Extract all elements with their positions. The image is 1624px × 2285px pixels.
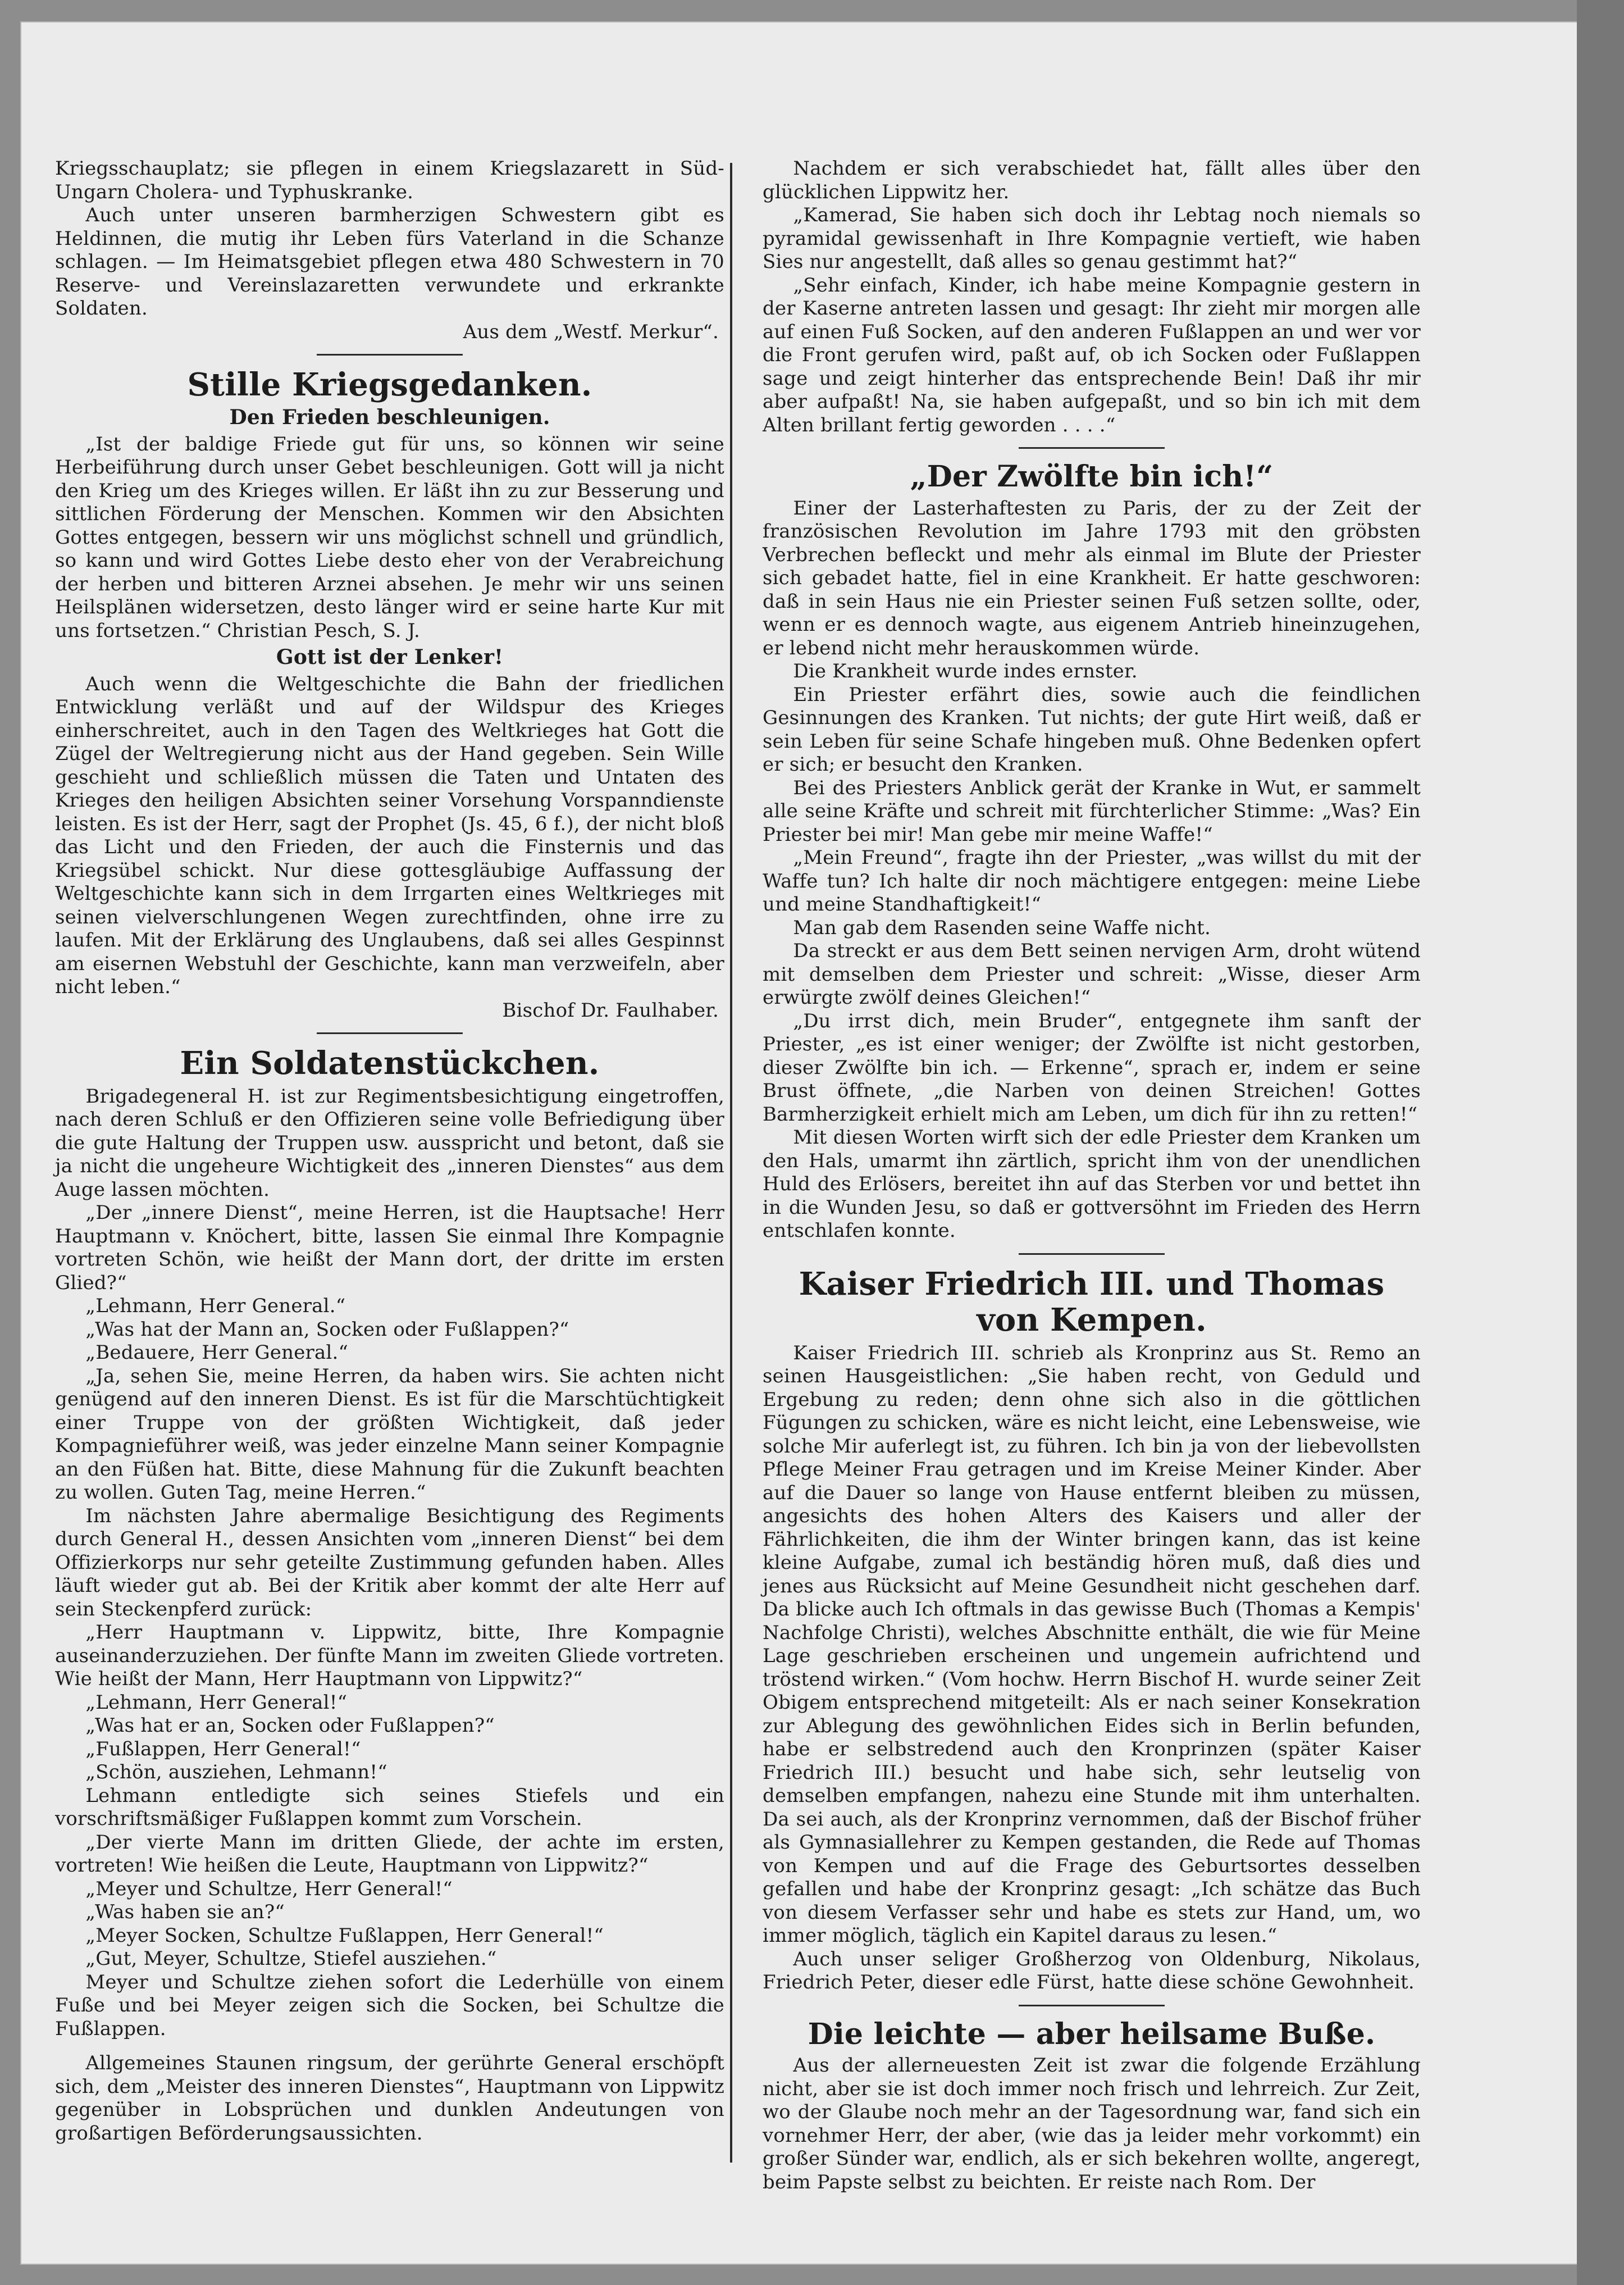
paragraph: Einer der Lasterhaftesten zu Paris, der zu der Zeit der französischen Revolution im Jahre 1793 mit den gröbsten Verbrechen befleckt und mehr als einmal im Blute der Priester sich gebadet hatte, fiel in eine Krankheit. Er hatte geschworen: daß in sein Haus nie ein Priester seinen Fuß setzen sollte, oder, wenn er es dennoch wagte, aus eigenem Antrieb hineinzugehen, er lebend nicht mehr herauskommen würde. xyxy=(763,497,1421,659)
paragraph: „Mein Freund“, fragte ihn der Priester, „was willst du mit der Waffe tun? Ich halte dir noch mächtigere entgegen: meine Liebe und meine Standhaftigkeit!“ xyxy=(763,846,1421,916)
author-credit: Bischof Dr. Faulhaber. xyxy=(502,999,719,1022)
paragraph: „Bedauere, Herr General.“ xyxy=(85,1341,349,1364)
paragraph: Aus der allerneuesten Zeit ist zwar die folgende Erzählung nicht, aber sie ist doch immer noch frisch und lehrreich. Zur Zeit, wo der Glaube noch mehr an der Tagesordnung war, fand sich ein vornehmer Herr, der aber, (wie das ja leider mehr vorkommt) ein großer Sünder war, endlich, als er sich bekehren wollte, angeregt, beim Papste selbst zu beichten. Er reiste nach Rom. Der xyxy=(763,2054,1421,2193)
paragraph: „Der vierte Mann im dritten Gliede, der achte im ersten, vortreten! Wie heißen die Leute, Hauptmann von Lippwitz?“ xyxy=(55,1831,724,1877)
paragraph: „Sehr einfach, Kinder, ich habe meine Kompagnie gestern in der Kaserne antreten lassen und gesagt: Ihr zieht mir morgen alle auf einen Fuß Socken, auf den anderen Fußlappen an und wer vor die Front gerufen wird, paßt auf, ob ich Socken oder Fußlappen sage und zeigt hinterher das entsprechende Bein! Daß ihr mir aber aufpaßt! Na, sie haben aufgepaßt, und so bin ich mit dem Alten brillant fertig geworden . . . .“ xyxy=(763,274,1421,436)
article-subtitle: Gott ist der Lenker! xyxy=(276,645,504,670)
paragraph: „Fußlappen, Herr General!“ xyxy=(85,1737,361,1760)
divider xyxy=(317,354,463,356)
source-credit: Aus dem „Westf. Merkur“. xyxy=(463,320,719,343)
paragraph: Auch wenn die Weltgeschichte die Bahn der friedlichen Entwicklung verläßt und auf der Wildspur des Krieges einherschreitet, auch in den Tagen des Weltkrieges hat Gott die Zügel der Weltregierung nicht aus der Hand gegeben. Sein Wille geschieht und schließlich müssen die Taten und Untaten des Krieges den heiligen Absichten seiner Vorsehung Vorspanndienste leisten. Es ist der Herr, sagt der Prophet (Js. 45, 6 f.), der nicht bloß das Licht und den Frieden, der auch die Finsternis und das Kriegsübel schickt. Nur diese gottesgläubige Auffassung der Weltgeschichte kann sich in dem Irrgarten eines Weltkrieges mit seinen vielverschlungenen Wegen zurechtfinden, ohne irre zu laufen. Mit der Erklärung des Unglaubens, daß sei alles Gespinnst am eisernen Webstuhl der Geschichte, kann man verzweifeln, aber nicht leben.“ xyxy=(55,672,724,999)
paragraph: Meyer und Schultze ziehen sofort die Lederhülle von einem Fuße und bei Meyer zeigen sich die Socken, bei Schultze die Fußlappen. xyxy=(55,1970,724,2040)
paragraph: „Kamerad, Sie haben sich doch ihr Lebtag noch niemals so pyramidal gewissenhaft in Ihre Kompagnie vertieft, wie haben Sies nur angestellt, daß alles so genau gestimmt hat?“ xyxy=(763,204,1421,273)
paragraph: „Du irrst dich, mein Bruder“, entgegnete ihm sanft der Priester, „es ist einer weniger; der Zwölfte ist nicht gestorben, dieser Zwölfte bin ich. — Erkenne“, sprach er, indem er seine Brust öffnete, „die Narben von deinen Streichen! Gottes Barmherzigkeit erhielt mich am Leben, um dich für ihn zu retten!“ xyxy=(763,1009,1421,1126)
divider xyxy=(317,1032,463,1034)
article-title: Die leichte — aber heilsame Buße. xyxy=(808,2017,1376,2051)
divider xyxy=(1019,447,1165,449)
article-title: Stille Kriegsgedanken. xyxy=(187,366,592,403)
column-divider xyxy=(730,163,732,2163)
paragraph: „Schön, ausziehen, Lehmann!“ xyxy=(85,1761,387,1784)
paragraph: „Was hat der Mann an, Socken oder Fußlappen?“ xyxy=(85,1318,569,1341)
paragraph: Man gab dem Rasenden seine Waffe nicht. xyxy=(793,916,1211,939)
paragraph: „Ja, sehen Sie, meine Herren, da haben wirs. Sie achten nicht genügend auf den inneren Dienst. Es ist für die Marschtüchtigkeit einer Truppe von der größten Wichtigkeit, daß jeder Kompagnieführer weiß, was jeder einzelne Mann seiner Kompagnie an den Füßen hat. Bitte, diese Mahnung für die Zukunft beachten zu wollen. Guten Tag, meine Herren.“ xyxy=(55,1364,724,1504)
newspaper-page xyxy=(21,22,1577,2264)
divider xyxy=(1019,1253,1165,1255)
paragraph: Kaiser Friedrich III. schrieb als Kronprinz aus St. Remo an seinen Hausgeistlichen: „Sie haben recht, von Geduld und Ergebung zu reden; denn ohne sich also in die göttlichen Fügungen zu schicken, wäre es nicht leicht, eine Lebensweise, wie solche Mir auferlegt ist, zu führen. Ich bin ja von der liebevollsten Pflege Meiner Frau getragen und im Kreise Meiner Kinder. Aber auf die Dauer so lange von Hause entfernt bleiben zu müssen, angesichts des hohen Alters des Kaisers und aller der Fährlichkeiten, die ihm der Winter bringen kann, das ist keine kleine Aufgabe, zumal ich beständig hören muß, daß dies und jenes aus Rücksicht auf Meine Gesundheit nicht geschehen darf. Da blicke auch Ich oftmals in das gewisse Buch (Thomas a Kempis' Nachfolge Christi), welches Abschnitte enthält, die wie für Meine Lage geschrieben erscheinen und ungemein aufrichtend und tröstend wirken.“ (Vom hochw. Herrn Bischof H. wurde seiner Zeit Obigem entsprechend mitgeteilt: Als er nach seiner Konsekration zur Ablegung des gewöhnlichen Eides sich in Berlin befunden, habe er selbstredend auch den Kronprinzen (später Kaiser Friedrich III.) besucht und habe sich, sehr leutselig von demselben empfangen, nahezu eine Stunde mit ihm unterhalten. Da sei auch, als der Kronprinz vernommen, daß der Bischof früher als Gymnasiallehrer zu Kempen gestanden, die Rede auf Thomas von Kempen und auf die Frage des Geburtsortes desselben gefallen und habe der Kronprinz gesagt: „Ich schätze das Buch von diesem Verfasser sehr und habe es stets zur Hand, um, wo immer möglich, täglich ein Kapitel daraus zu lesen.“ xyxy=(763,1341,1421,1947)
paragraph: Bei des Priesters Anblick gerät der Kranke in Wut, er sammelt alle seine Kräfte und schreit mit fürchterlicher Stimme: „Was? Ein Priester bei mir! Man gebe mir meine Waffe!“ xyxy=(763,776,1421,846)
paragraph: Allgemeines Staunen ringsum, der gerührte General erschöpft sich, dem „Meister des inneren Dienstes“, Hauptmann von Lippwitz gegenüber in Lobsprüchen und dunklen Andeutungen von großartigen Beförderungsaussichten. xyxy=(55,2052,724,2145)
article-subtitle: Den Frieden beschleunigen. xyxy=(229,406,550,430)
paragraph: „Lehmann, Herr General!“ xyxy=(85,1691,348,1714)
paragraph: Auch unser seliger Großherzog von Oldenburg, Nikolaus, Friedrich Peter, dieser edle Fürst, hatte diese schöne Gewohnheit. xyxy=(763,1947,1421,1994)
article-title: „Der Zwölfte bin ich!“ xyxy=(910,459,1274,494)
paragraph: „Was hat er an, Socken oder Fußlappen?“ xyxy=(85,1714,495,1737)
paragraph: „Der „innere Dienst“, meine Herren, ist die Hauptsache! Herr Hauptmann v. Knöchert, bitte, lassen Sie einmal Ihre Kompagnie vortreten Schön, wie heißt der Mann dort, der dritte im ersten Glied?“ xyxy=(55,1201,724,1294)
paragraph: Ein Priester erfährt dies, sowie auch die feindlichen Gesinnungen des Kranken. Tut nichts; der gute Hirt weiß, daß er sein Leben für seine Schafe hingeben muß. Ohne Bedenken opfert er sich; er besucht den Kranken. xyxy=(763,683,1421,776)
paragraph: „Lehmann, Herr General.“ xyxy=(85,1295,346,1318)
paragraph: Mit diesen Worten wirft sich der edle Priester dem Kranken um den Hals, umarmt ihn zärtlich, spricht ihm von der unendlichen Huld des Erlösers, bereitet ihn auf das Sterben vor und bettet ihn in die Wunden Jesu, so daß er gottversöhnt im Frieden des Herrn entschlafen konnte. xyxy=(763,1126,1421,1242)
paragraph: Im nächsten Jahre abermalige Besichtigung des Regiments durch General H., dessen Ansichten vom „inneren Dienst“ bei dem Offizierkorps nur sehr geteilte Zustimmung gefunden haben. Alles läuft wieder gut ab. Bei der Kritik aber kommt der alte Herr auf sein Steckenpferd zurück: xyxy=(55,1504,724,1621)
paragraph: „Gut, Meyer, Schultze, Stiefel ausziehen.“ xyxy=(85,1947,497,1970)
continued-paragraph: Kriegsschauplatz; sie pflegen in einem Kriegslazarett in Süd-Ungarn Cholera- und Typhuskranke. xyxy=(55,157,724,203)
paragraph: „Herr Hauptmann v. Lippwitz, bitte, Ihre Kompagnie auseinanderzuziehen. Der fünfte Mann im zweiten Gliede vortreten. Wie heißt der Mann, Herr Hauptmann von Lippwitz?“ xyxy=(55,1621,724,1691)
paragraph: „Meyer Socken, Schultze Fußlappen, Herr General!“ xyxy=(85,1924,604,1947)
scan-edge xyxy=(1577,0,1624,2285)
paragraph: Lehmann entledigte sich seines Stiefels und ein vorschriftsmäßiger Fußlappen kommt zum Vorschein. xyxy=(55,1784,724,1831)
left-column xyxy=(55,157,724,2145)
paragraph: Die Krankheit wurde indes ernster. xyxy=(793,660,1138,683)
paragraph: Auch unter unseren barmherzigen Schwestern gibt es Heldinnen, die mutig ihr Leben fürs Vaterland in die Schanze schlagen. — Im Heimatsgebiet pflegen etwa 480 Schwestern in 70 Reserve- und Vereinslazaretten verwundete und erkrankte Soldaten. xyxy=(55,204,724,320)
paragraph: „Meyer und Schultze, Herr General!“ xyxy=(85,1877,453,1900)
paragraph: Da streckt er aus dem Bett seinen nervigen Arm, droht wütend mit demselben dem Priester und schreit: „Wisse, dieser Arm erwürgte zwölf deines Gleichen!“ xyxy=(763,940,1421,1009)
paragraph: Nachdem er sich verabschiedet hat, fällt alles über den glücklichen Lippwitz her. xyxy=(763,157,1421,203)
paragraph: „Ist der baldige Friede gut für uns, so können wir seine Herbeiführung durch unser Gebet beschleunigen. Gott will ja nicht den Krieg um des Krieges willen. Er läßt ihn zu zur Besserung und sittlichen Förderung der Menschen. Kommen wir den Absichten Gottes entgegen, bessern wir uns möglichst schnell und gründlich, so kann und wird Gottes Liebe desto eher von der Verabreichung der herben und bitteren Arznei absehen. Je mehr wir uns seinen Heilsplänen widersetzen, desto länger wird er seine harte Kur mit uns fortsetzen.“ Christian Pesch, S. J. xyxy=(55,433,724,642)
article-title: Ein Soldatenstückchen. xyxy=(180,1045,600,1082)
spacer xyxy=(55,2041,724,2052)
article-title: Kaiser Friedrich III. und Thomas von Kempen. xyxy=(799,1265,1385,1339)
paragraph: Brigadegeneral H. ist zur Regimentsbesichtigung eingetroffen, nach deren Schluß er den Offizieren seine volle Befriedigung über die gute Haltung der Truppen usw. ausspricht und betont, daß sie ja nicht die ungeheure Wichtigkeit des „inneren Dienstes“ aus dem Auge lassen möchten. xyxy=(55,1085,724,1201)
paragraph: „Was haben sie an?“ xyxy=(85,1901,285,1924)
divider xyxy=(1019,2005,1165,2006)
right-column xyxy=(763,157,1421,2194)
